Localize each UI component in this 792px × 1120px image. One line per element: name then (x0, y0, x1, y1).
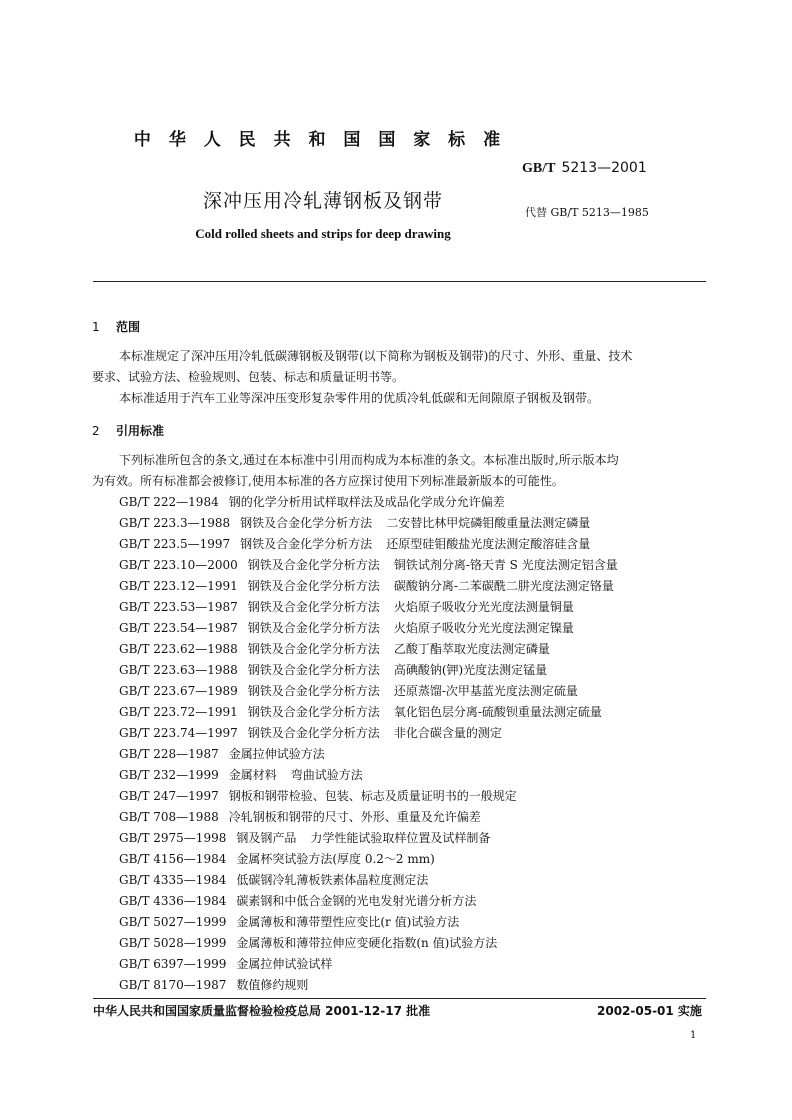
reference-title: 数值修约规则 (236, 978, 309, 992)
reference-title: 钢的化学分析用试样取样法及成品化学成分允许偏差 (228, 495, 505, 509)
reference-item (119, 828, 618, 849)
reference-method: 二安替比林甲烷磷钼酸重量法测定磷量 (386, 516, 591, 530)
document-title-cn: 深冲压用冷轧薄钢板及钢带 (202, 190, 443, 212)
reference-title: 钢铁及合金化学分析方法 (247, 621, 380, 635)
reference-method: 铜铁试剂分离-铬天青 S 光度法测定铝含量 (393, 558, 618, 572)
reference-item (119, 912, 618, 933)
reference-code: GB/T 228—1987 (119, 747, 219, 761)
reference-code: GB/T 2975—1998 (119, 831, 227, 845)
reference-code: GB/T 223.62—1988 (119, 642, 238, 656)
standard-type-heading: 中 华 人 民 共 和 国 国 家 标 准 (133, 130, 507, 150)
reference-code: GB/T 4336—1984 (119, 894, 227, 908)
reference-code: GB/T 223.63—1988 (119, 663, 238, 677)
section-2-heading (92, 422, 164, 439)
reference-item (119, 660, 618, 681)
reference-method: 非化合碳含量的测定 (393, 726, 502, 740)
header-divider (93, 281, 706, 282)
standard-code (522, 160, 647, 177)
reference-title: 钢板和钢带检验、包装、标志及质量证明书的一般规定 (228, 789, 517, 803)
reference-code: GB/T 222—1984 (119, 495, 219, 509)
reference-method: 高碘酸钠(钾)光度法测定锰量 (393, 663, 548, 677)
reference-item (119, 555, 618, 576)
replaces-note: 代替 GB/T 5213—1985 (525, 206, 649, 219)
standard-code-number: 5213—2001 (561, 160, 647, 176)
section-1-paragraph-1-cont: 要求、试验方法、检验规则、包装、标志和质量证明书等。 (92, 370, 405, 384)
reference-code: GB/T 8170—1987 (119, 978, 227, 992)
reference-title: 金属薄板和薄带塑性应变比(r 值)试验方法 (236, 915, 460, 929)
reference-title: 碳素钢和中低合金钢的光电发射光谱分析方法 (236, 894, 477, 908)
reference-method: 乙酸丁酯萃取光度法测定磷量 (393, 642, 550, 656)
standard-code-prefix: GB/T (522, 161, 556, 176)
reference-code: GB/T 247—1997 (119, 789, 219, 803)
reference-item (119, 786, 618, 807)
section-2-number: 2 (92, 424, 100, 438)
reference-item (119, 975, 618, 996)
section-2-title: 引用标准 (116, 424, 165, 438)
section-2-paragraph-1-cont: 为有效。所有标准都会被修订,使用本标准的各方应探讨使用下列标准最新版本的可能性。 (92, 474, 564, 488)
effective-date: 2002-05-01 实施 (597, 1004, 702, 1018)
reference-code: GB/T 5027—1999 (119, 915, 227, 929)
reference-code: GB/T 223.72—1991 (119, 705, 238, 719)
reference-title: 钢铁及合金化学分析方法 (240, 516, 373, 530)
reference-title: 钢铁及合金化学分析方法 (247, 684, 380, 698)
reference-item (119, 849, 618, 870)
reference-item (119, 639, 618, 660)
reference-method: 还原型硅钼酸盐光度法测定酸溶硅含量 (386, 537, 591, 551)
reference-title: 钢铁及合金化学分析方法 (247, 600, 380, 614)
reference-method: 碳酸钠分离-二苯碳酰二肼光度法测定铬量 (393, 579, 614, 593)
reference-code: GB/T 4156—1984 (119, 852, 227, 866)
reference-code: GB/T 223.53—1987 (119, 600, 238, 614)
reference-item (119, 933, 618, 954)
page-number: 1 (690, 1030, 697, 1041)
section-1-title: 范围 (116, 320, 141, 334)
reference-title: 金属拉伸试验方法 (228, 747, 325, 761)
reference-code: GB/T 223.10—2000 (119, 558, 238, 572)
reference-title: 钢铁及合金化学分析方法 (240, 537, 373, 551)
reference-title: 金属薄板和薄带拉伸应变硬化指数(n 值)试验方法 (236, 936, 498, 950)
reference-title: 金属材料 (228, 768, 277, 782)
reference-title: 冷轧钢板和钢带的尺寸、外形、重量及允许偏差 (228, 810, 481, 824)
section-2-paragraph-1: 下列标准所包含的条文,通过在本标准中引用而构成为本标准的条文。本标准出版时,所示版本均 (119, 453, 619, 467)
reference-code: GB/T 223.54—1987 (119, 621, 238, 635)
reference-item (119, 723, 618, 744)
reference-title: 钢及钢产品 (236, 831, 297, 845)
reference-title: 钢铁及合金化学分析方法 (247, 642, 380, 656)
reference-item (119, 597, 618, 618)
footer-divider (93, 998, 706, 999)
reference-code: GB/T 223.12—1991 (119, 579, 238, 593)
reference-code: GB/T 5028—1999 (119, 936, 227, 950)
issuer-approval: 中华人民共和国国家质量监督检验检疫总局 2001-12-17 批准 (93, 1004, 431, 1018)
reference-item (119, 954, 618, 975)
reference-item (119, 681, 618, 702)
reference-title: 金属拉伸试验试样 (236, 957, 333, 971)
reference-title: 钢铁及合金化学分析方法 (247, 663, 380, 677)
reference-title: 钢铁及合金化学分析方法 (247, 558, 380, 572)
reference-item (119, 576, 618, 597)
reference-code: GB/T 6397—1999 (119, 957, 227, 971)
section-1-heading (92, 318, 140, 335)
reference-method: 火焰原子吸收分光光度法测量铜量 (393, 600, 574, 614)
section-1-paragraph-2: 本标准适用于汽车工业等深冲压变形复杂零件用的优质冷轧低碳和无间隙原子钢板及钢带。 (119, 391, 600, 405)
reference-method: 力学性能试验取样位置及试样制备 (310, 831, 491, 845)
reference-title: 金属杯突试验方法(厚度 0.2～2 mm) (236, 852, 435, 866)
reference-title: 低碳钢冷轧薄板铁素体晶粒度测定法 (236, 873, 429, 887)
reference-item (119, 513, 618, 534)
reference-method: 弯曲试验方法 (290, 768, 363, 782)
referenced-standards-list (119, 492, 618, 996)
reference-code: GB/T 223.67—1989 (119, 684, 238, 698)
reference-item (119, 618, 618, 639)
reference-item (119, 765, 618, 786)
reference-title: 钢铁及合金化学分析方法 (247, 705, 380, 719)
reference-method: 氧化铝色层分离-硫酸钡重量法测定硫量 (393, 705, 602, 719)
reference-code: GB/T 4335—1984 (119, 873, 227, 887)
reference-item (119, 534, 618, 555)
document-title-en: Cold rolled sheets and strips for deep drawing (195, 226, 451, 241)
reference-code: GB/T 708—1988 (119, 810, 219, 824)
reference-item (119, 492, 618, 513)
reference-item (119, 744, 618, 765)
reference-code: GB/T 223.5—1997 (119, 537, 231, 551)
reference-item (119, 702, 618, 723)
reference-item (119, 870, 618, 891)
reference-method: 还原蒸馏-次甲基蓝光度法测定硫量 (393, 684, 578, 698)
reference-title: 钢铁及合金化学分析方法 (247, 579, 380, 593)
reference-title: 钢铁及合金化学分析方法 (247, 726, 380, 740)
section-1-number: 1 (92, 320, 100, 334)
section-1-paragraph-1: 本标准规定了深冲压用冷轧低碳薄钢板及钢带(以下简称为钢板及钢带)的尺寸、外形、重量、技术 (119, 349, 633, 363)
reference-code: GB/T 223.74—1997 (119, 726, 238, 740)
reference-item (119, 891, 618, 912)
reference-method: 火焰原子吸收分光光度法测定镍量 (393, 621, 574, 635)
reference-code: GB/T 232—1999 (119, 768, 219, 782)
reference-item (119, 807, 618, 828)
reference-code: GB/T 223.3—1988 (119, 516, 231, 530)
